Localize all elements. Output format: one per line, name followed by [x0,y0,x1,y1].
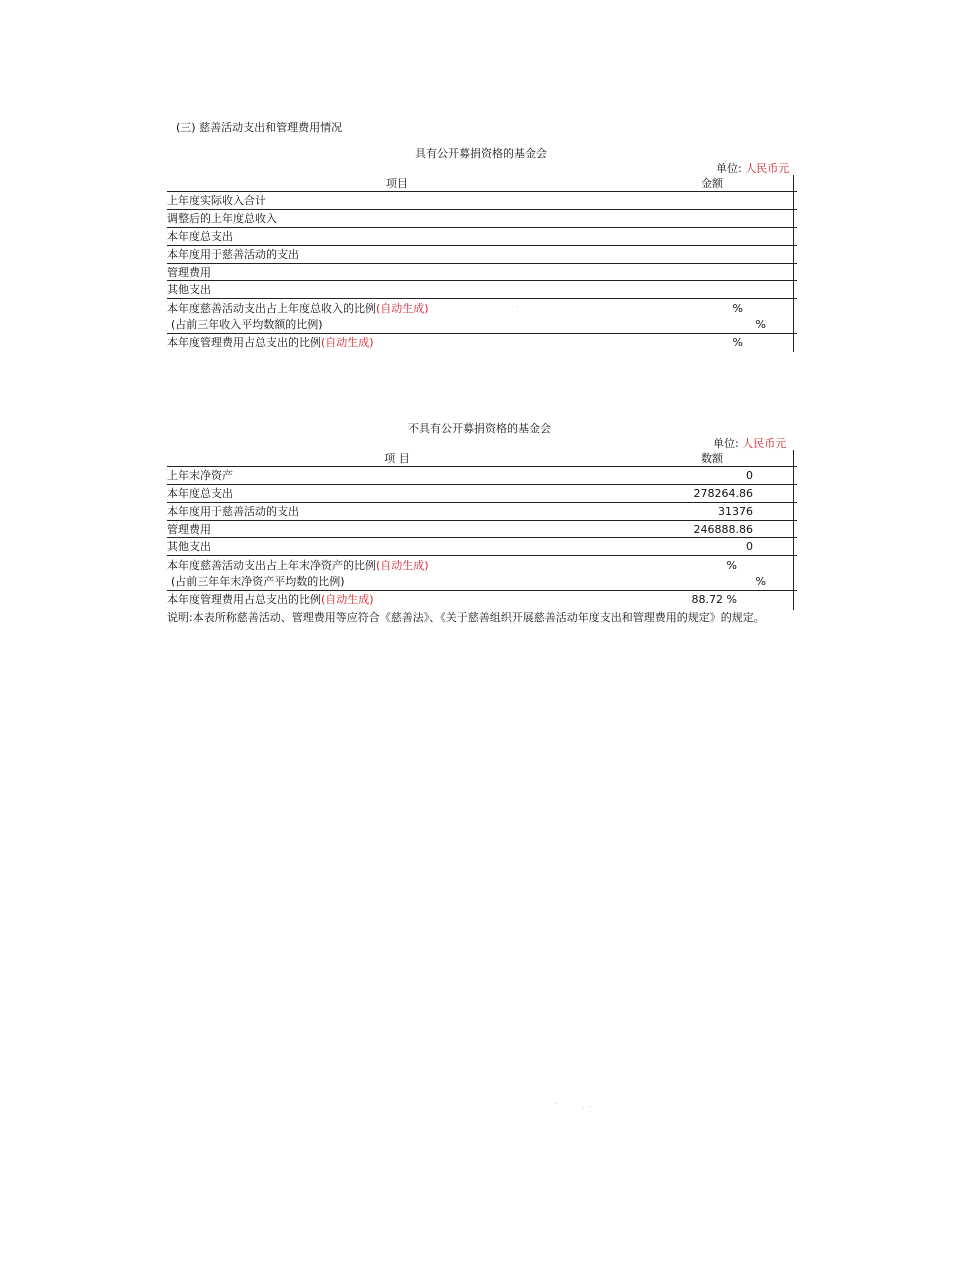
row-label: 本年度总支出 [167,230,233,243]
row-label: 管理费用 [167,523,211,536]
table-row [167,467,797,485]
table-row [167,485,797,503]
ratio1-percent: % [732,302,743,315]
scan-speck [590,1106,591,1107]
row-value: 0 [746,469,753,482]
table-row [167,264,797,281]
scan-speck [555,1103,556,1104]
ratio2-label [167,334,374,351]
ratio1-label-text: 本年度慈善活动支出占上年末净资产的比例 [167,559,376,572]
table2-header-value: 数额 [701,452,723,465]
table1-header-row [167,175,797,192]
table-row [167,281,797,299]
table2-ratio2-row [167,591,797,608]
row-label: 其他支出 [167,540,211,553]
row-value: 278264.86 [693,487,753,500]
table-row [167,521,797,538]
auto-generated-note: (自动生成) [321,593,374,606]
table-row [167,503,797,521]
auto-generated-note: (自动生成) [376,302,429,315]
table-row [167,192,797,210]
table-row [167,210,797,228]
table2-title: 不具有公开募捐资格的基金会 [408,422,551,435]
ratio1-label [167,557,429,574]
table1-ratio1-row [167,299,797,334]
ratio1-sub-label: (占前三年收入平均数额的比例) [171,318,323,331]
ratio1-sub-percent: % [755,575,766,588]
table1-title: 具有公开募捐资格的基金会 [415,147,547,160]
ratio1-label [167,300,429,317]
auto-generated-note: (自动生成) [376,559,429,572]
table-row [167,246,797,264]
ratio2-label-text: 本年度管理费用占总支出的比例 [167,593,321,606]
row-label: 本年度用于慈善活动的支出 [167,505,299,518]
table1 [167,175,797,351]
table1-header-value: 金额 [701,177,723,190]
section-heading: (三) 慈善活动支出和管理费用情况 [176,121,343,134]
row-label: 本年度总支出 [167,487,233,500]
table2-header-row [167,450,797,467]
table-row [167,538,797,556]
table1-unit [716,160,789,176]
table2-ratio1-row [167,556,797,591]
table2 [167,450,797,608]
table1-ratio2-row [167,334,797,351]
scan-speck [517,306,518,307]
footnote: 说明:本表所称慈善活动、管理费用等应符合《慈善法》、《关于慈善组织开展慈善活动年度支出和管理费用的规定》的规定。 [167,611,765,624]
ratio1-label-text: 本年度慈善活动支出占上年度总收入的比例 [167,302,376,315]
ratio2-percent: % [726,593,737,606]
row-value: 246888.86 [693,523,753,536]
row-value: 31376 [718,505,753,518]
row-value: 0 [746,540,753,553]
ratio2-label-text: 本年度管理费用占总支出的比例 [167,336,321,349]
table2-unit-label: 单位: [713,437,739,450]
table1-header-item: 项目 [386,177,408,190]
ratio2-label [167,591,374,608]
ratio2-percent: % [732,336,743,349]
row-label: 上年末净资产 [167,469,233,482]
row-label: 管理费用 [167,266,211,279]
table1-unit-value: 人民币元 [745,162,790,175]
scan-speck [583,1108,584,1109]
row-label: 上年度实际收入合计 [167,194,266,207]
row-label: 调整后的上年度总收入 [167,212,277,225]
table2-header-item: 项 目 [384,452,410,465]
ratio1-sub-percent: % [755,318,766,331]
ratio2-number: 88.72 [691,593,724,606]
auto-generated-note: (自动生成) [321,336,374,349]
row-label: 其他支出 [167,283,211,296]
ratio1-percent: % [726,559,737,572]
table1-unit-label: 单位: [716,162,742,175]
table2-unit-value: 人民币元 [742,437,787,450]
ratio1-sub-label: (占前三年年末净资产平均数的比例) [171,575,345,588]
ratio2-value [692,591,737,608]
table-row [167,228,797,246]
table2-unit [713,435,786,451]
row-label: 本年度用于慈善活动的支出 [167,248,299,261]
